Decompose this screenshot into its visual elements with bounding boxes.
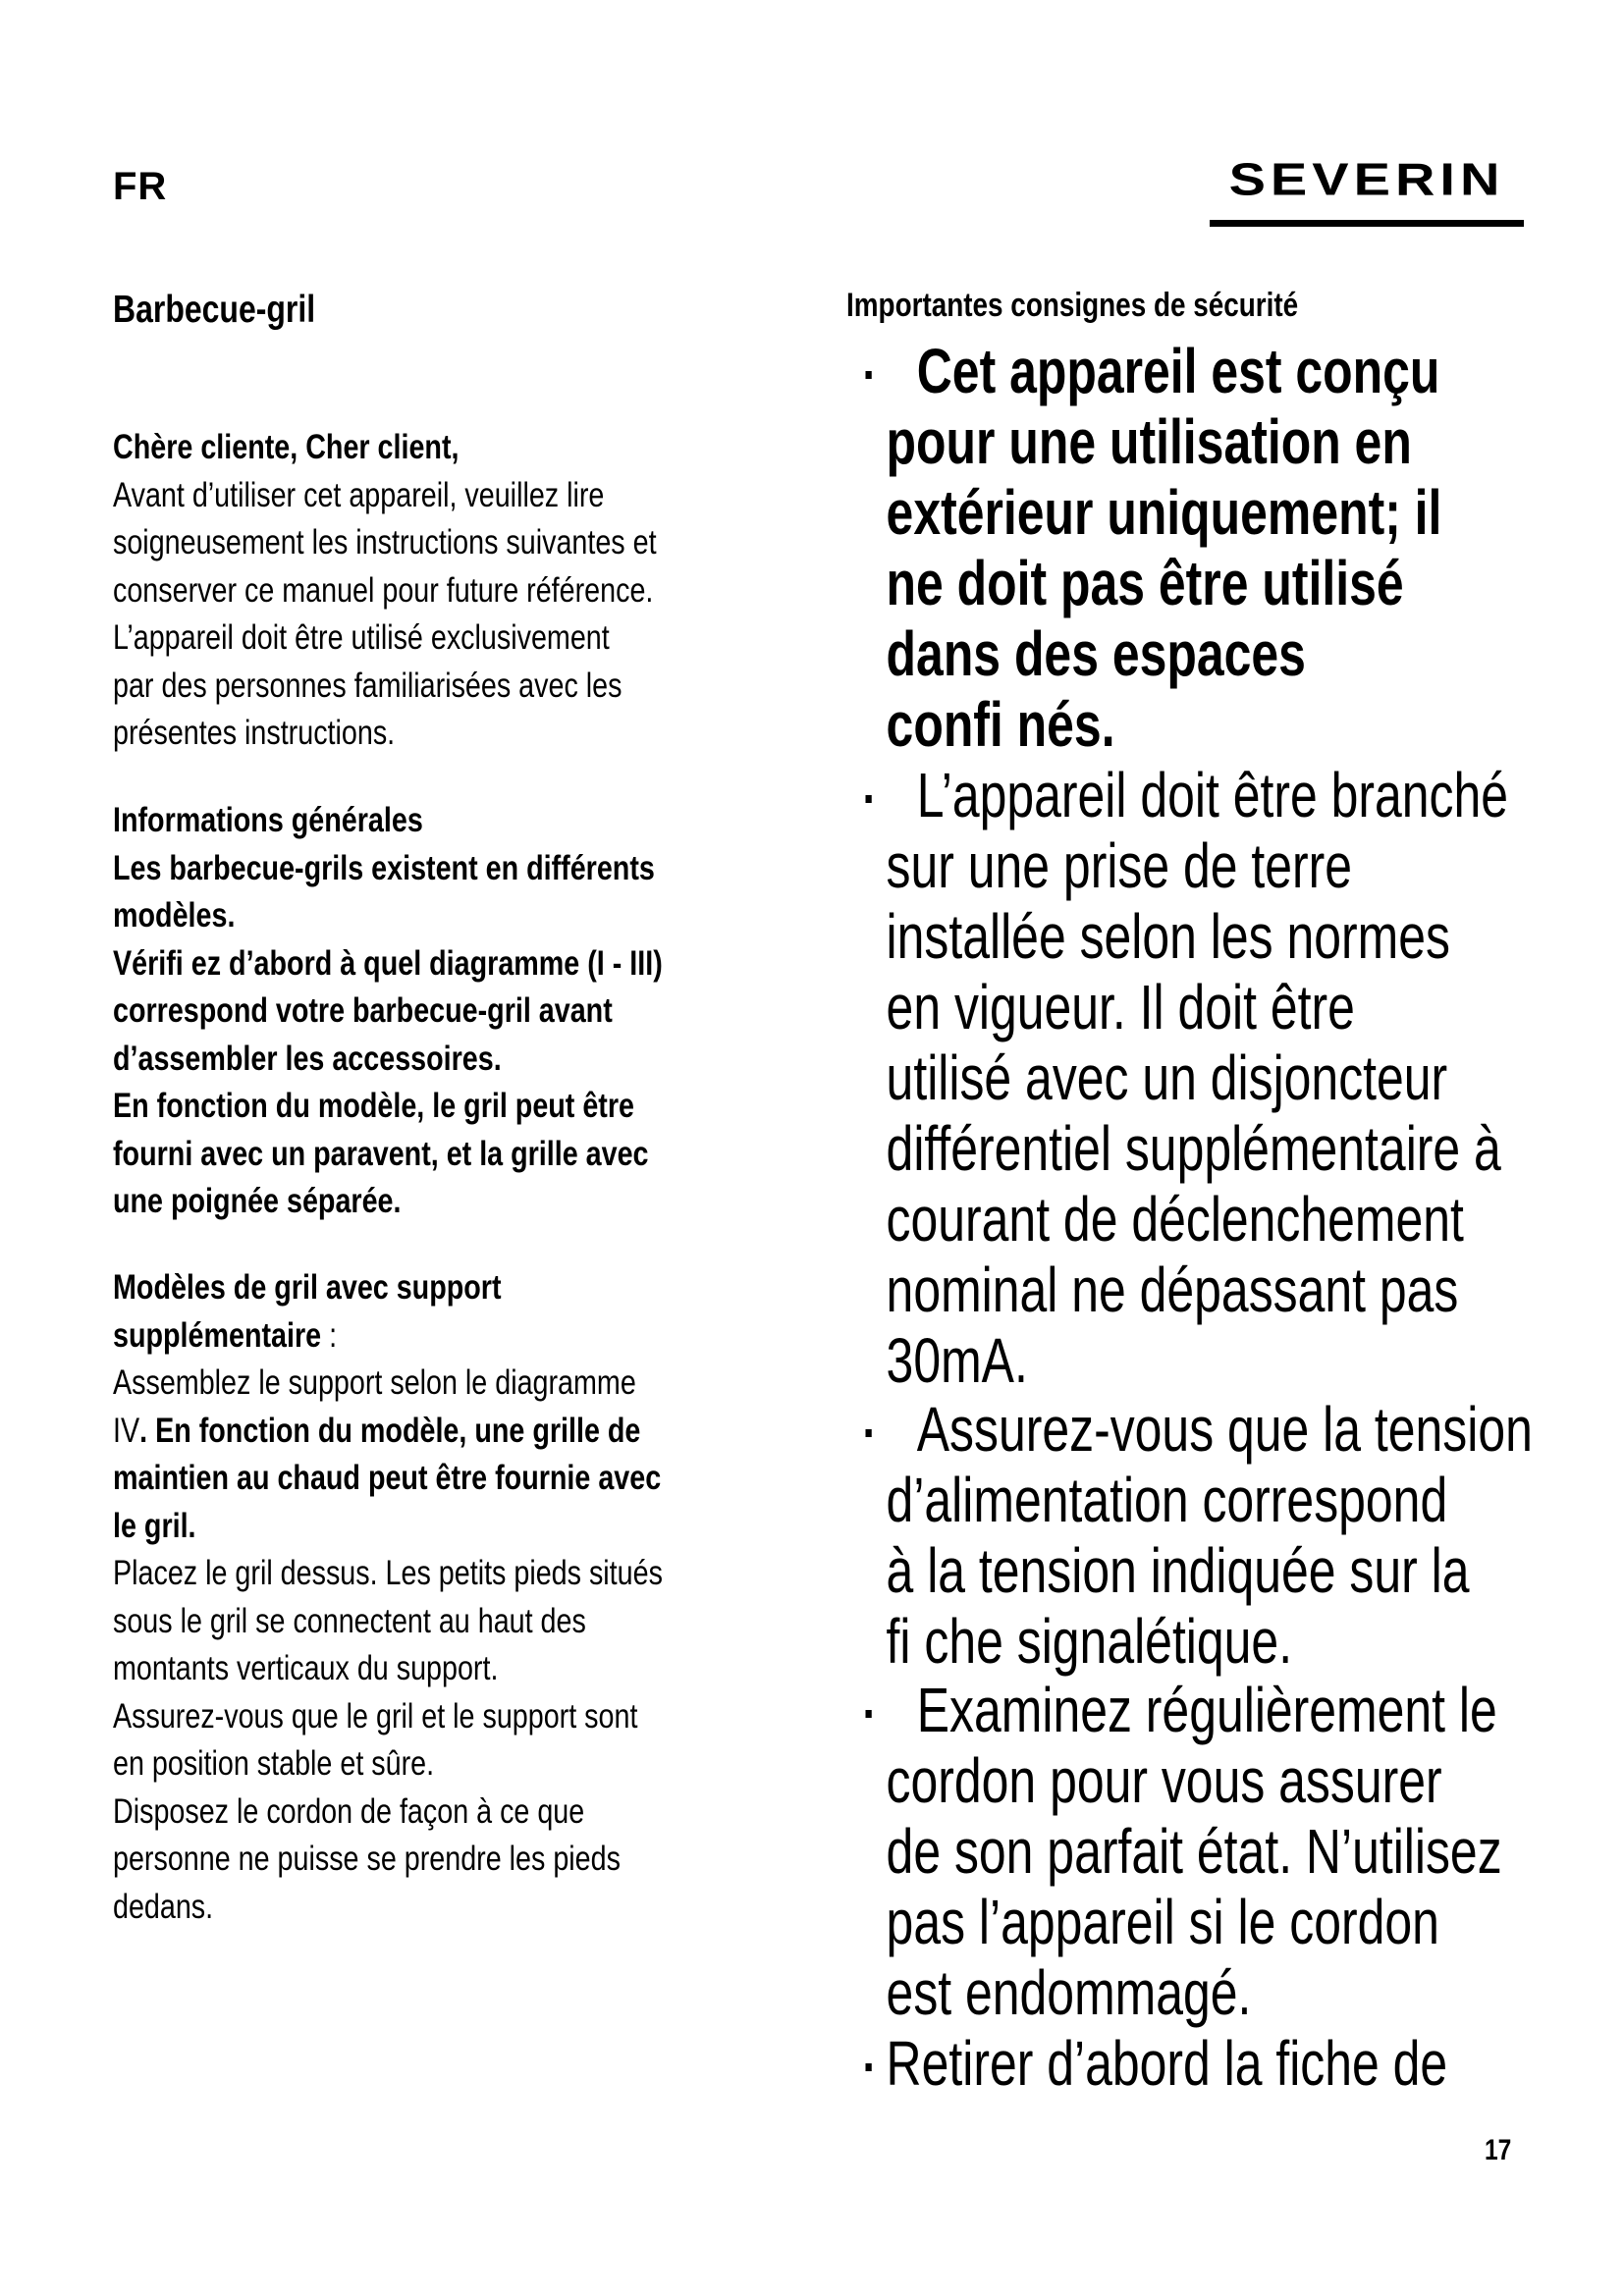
support-line: Assemblez le support selon le diagramme bbox=[113, 1363, 636, 1402]
support-line bbox=[113, 1408, 805, 1456]
bullet-line: de son parfait état. N’utilisez bbox=[886, 1816, 1502, 1887]
bullet-line: pour une utilisation en bbox=[886, 406, 1412, 477]
support-block bbox=[113, 1264, 805, 1931]
safety-heading: Importantes consignes de sécurité bbox=[846, 287, 1299, 324]
section-heading-line bbox=[113, 1312, 805, 1361]
intro-line: Avant d’utiliser cet appareil, veuillez lire bbox=[113, 475, 605, 514]
support-bold-text: . En fonction du modèle, une grille de bbox=[139, 1411, 641, 1450]
page-number: 17 bbox=[1485, 2134, 1512, 2166]
bullet-line: fi che signalétique. bbox=[886, 1606, 1293, 1677]
section-heading-text: supplémentaire bbox=[113, 1315, 322, 1355]
bullet-line: nominal ne dépassant pas bbox=[886, 1255, 1459, 1325]
support-line: en position stable et sûre. bbox=[113, 1744, 435, 1783]
support-line: le gril. bbox=[113, 1506, 196, 1545]
bullet-line: courant de déclenchement bbox=[886, 1184, 1464, 1255]
safety-bullet-1 bbox=[846, 336, 1536, 760]
bullet-line: cordon pour vous assurer bbox=[886, 1745, 1442, 1816]
support-line: sous le gril se connectent au haut des bbox=[113, 1601, 586, 1640]
support-line: maintien au chaud peut être fournie avec bbox=[113, 1459, 662, 1497]
bullet-line: utilisé avec un disjoncteur bbox=[886, 1042, 1448, 1113]
safety-bullet-4 bbox=[846, 1675, 1536, 2028]
bullet-line: confi nés. bbox=[886, 689, 1115, 760]
bullet-line: L’appareil doit être branché bbox=[916, 760, 1508, 830]
bullet-line: dans des espaces bbox=[886, 618, 1306, 689]
intro-line: présentes instructions. bbox=[113, 714, 396, 752]
bullet-dot bbox=[866, 1710, 872, 1718]
support-line: Placez le gril dessus. Les petits pieds situés bbox=[113, 1554, 663, 1592]
bullet-dot bbox=[866, 1429, 872, 1437]
section-heading: Informations générales bbox=[113, 801, 423, 839]
intro-line: par des personnes familiarisées avec les bbox=[113, 666, 623, 705]
greeting-block bbox=[113, 424, 805, 758]
support-line: Assurez-vous que le gril et le support sont bbox=[113, 1696, 638, 1735]
safety-bullet-2 bbox=[846, 760, 1536, 1396]
support-line: dedans. bbox=[113, 1887, 214, 1926]
bullet-line: est endommagé. bbox=[886, 1957, 1252, 2028]
bullet-line: d’alimentation correspond bbox=[886, 1465, 1448, 1535]
support-line: Disposez le cordon de façon à ce que bbox=[113, 1791, 585, 1831]
bullet-line: à la tension indiquée sur la bbox=[886, 1535, 1470, 1606]
bullet-line: Cet appareil est conçu bbox=[916, 336, 1440, 406]
bullet-line: Assurez-vous que la tension bbox=[916, 1394, 1533, 1465]
bullet-line: sur une prise de terre bbox=[886, 830, 1353, 901]
general-line: Les barbecue-grils existent en différents bbox=[113, 848, 655, 887]
greeting: Chère cliente, Cher client, bbox=[113, 428, 460, 466]
support-line: montants verticaux du support. bbox=[113, 1649, 499, 1687]
general-line: modèles. bbox=[113, 896, 236, 934]
bullet-line: en vigueur. Il doit être bbox=[886, 972, 1355, 1042]
safety-bullet-5 bbox=[846, 2028, 1536, 2099]
bullet-line: différentiel supplémentaire à bbox=[886, 1113, 1501, 1184]
bullet-line: ne doit pas être utilisé bbox=[886, 548, 1404, 618]
safety-bullet-3 bbox=[846, 1394, 1536, 1677]
bullet-line: 30mA. bbox=[886, 1325, 1028, 1396]
language-code: FR bbox=[113, 165, 168, 208]
diagram-ref: IV bbox=[113, 1411, 140, 1450]
general-info-block bbox=[113, 797, 805, 1226]
page-title: Barbecue-gril bbox=[113, 289, 316, 331]
bullet-line: pas l’appareil si le cordon bbox=[886, 1887, 1439, 1957]
bullet-dot bbox=[866, 2063, 872, 2071]
bullet-line: extérieur uniquement; il bbox=[886, 477, 1442, 548]
bullet-line: Retirer d’abord la fiche de bbox=[886, 2028, 1448, 2099]
bullet-dot bbox=[866, 371, 872, 379]
intro-line: L’appareil doit être utilisé exclusivement bbox=[113, 618, 610, 657]
section-heading: Modèles de gril avec support bbox=[113, 1268, 502, 1307]
heading-colon: : bbox=[321, 1315, 338, 1355]
general-line: Vérifi ez d’abord à quel diagramme (I - III) bbox=[113, 943, 663, 983]
bullet-line: Examinez régulièrement le bbox=[916, 1675, 1497, 1745]
general-line: En fonction du modèle, le gril peut être bbox=[113, 1087, 635, 1125]
general-line: correspond votre barbecue-gril avant bbox=[113, 991, 613, 1030]
intro-line: conserver ce manuel pour future référence. bbox=[113, 570, 654, 610]
brand-logo: SEVERIN bbox=[1228, 153, 1505, 205]
support-line: personne ne puisse se prendre les pieds bbox=[113, 1840, 621, 1878]
brand-underline bbox=[1210, 220, 1524, 227]
general-line: d’assembler les accessoires. bbox=[113, 1039, 502, 1078]
intro-line: soigneusement les instructions suivantes et bbox=[113, 523, 657, 561]
general-line: une poignée séparée. bbox=[113, 1182, 402, 1220]
general-line: fourni avec un paravent, et la grille avec bbox=[113, 1134, 649, 1173]
bullet-line: installée selon les normes bbox=[886, 901, 1450, 972]
bullet-dot bbox=[866, 795, 872, 803]
